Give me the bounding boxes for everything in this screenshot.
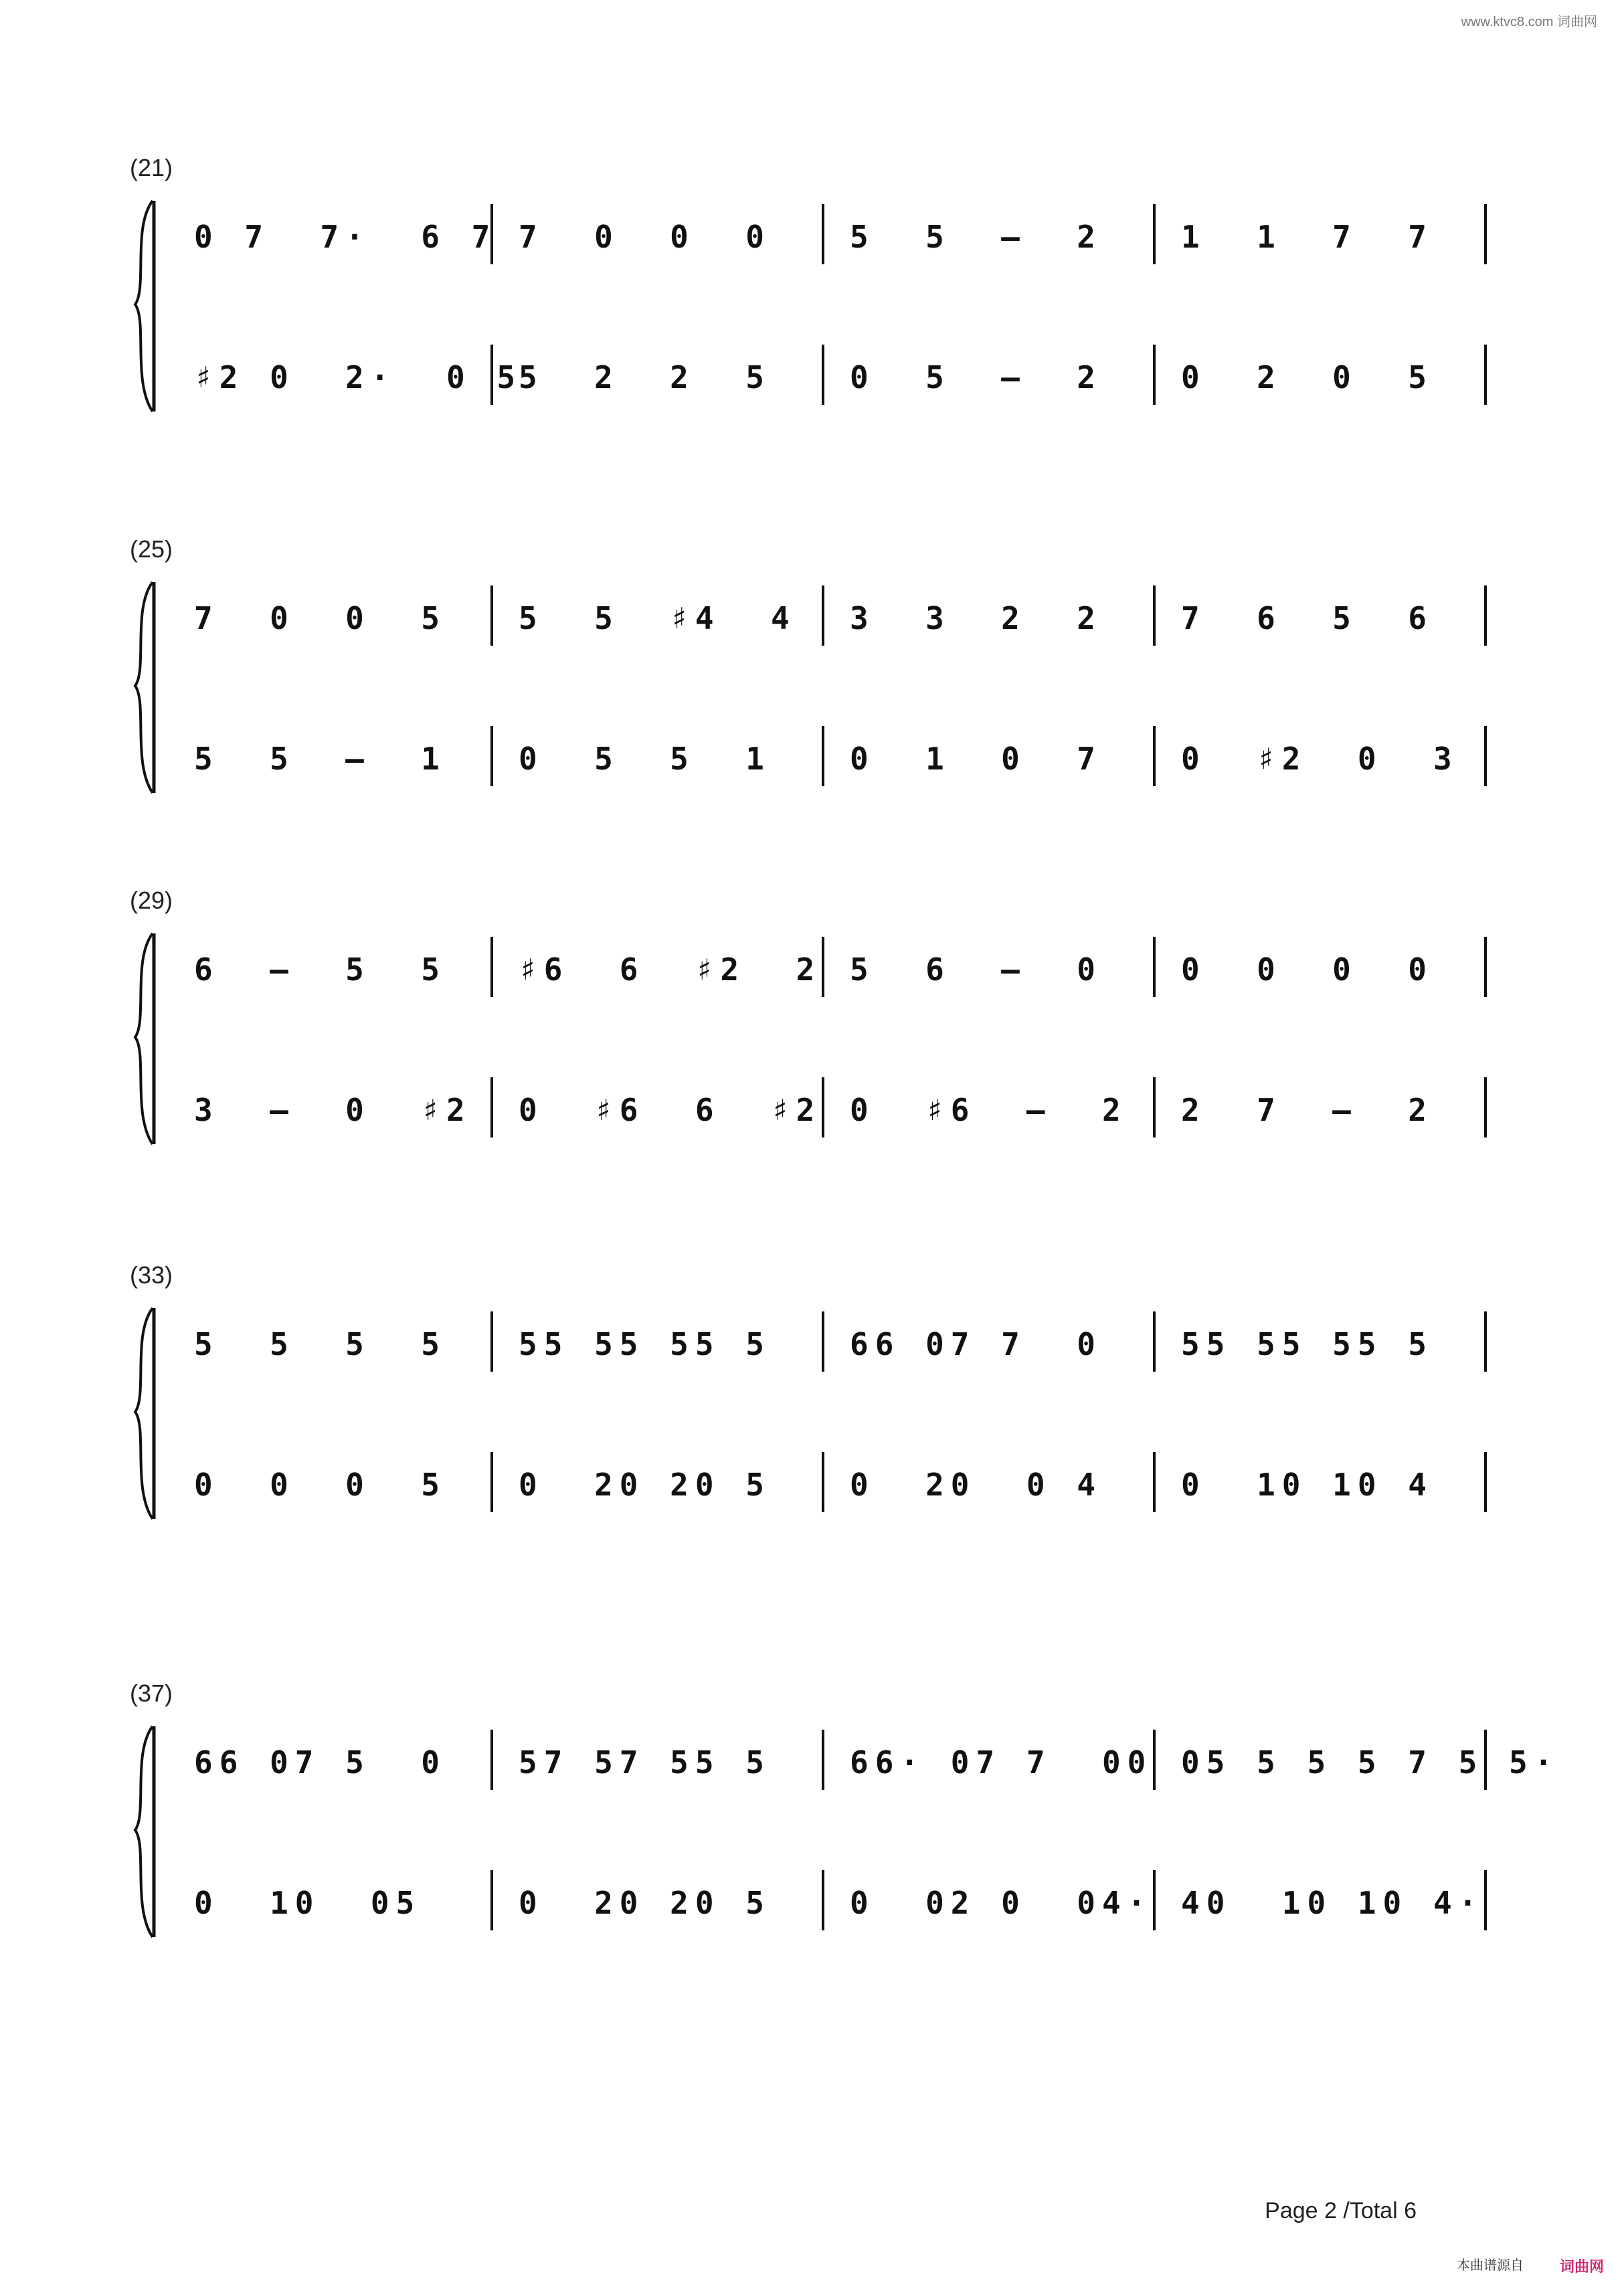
grand-staff-brace — [135, 1726, 153, 1937]
lower-staff-measure: 0 02 0 04· — [850, 1885, 1153, 1921]
upper-staff-measure: 66 07 7 0 — [850, 1326, 1102, 1362]
upper-staff-measure: 6 – 5 5 — [194, 951, 446, 988]
measure-number-label: (29) — [130, 887, 173, 914]
upper-staff-measure: 7 0 0 5 — [194, 600, 446, 636]
upper-staff-measure: 1 1 7 7 — [1181, 219, 1433, 255]
lower-staff-measure: 0 ♯2 0 3 — [1181, 741, 1459, 777]
lower-staff-measure: 0 ♯6 – 2 — [850, 1092, 1127, 1128]
upper-staff-measure: 5 5 5 5 — [194, 1326, 446, 1362]
lower-staff-measure: 0 20 20 5 — [519, 1467, 771, 1503]
score-system — [120, 887, 1499, 1148]
lower-staff-measure: 40 10 10 4· — [1181, 1885, 1484, 1921]
upper-staff-measure: 55 55 55 5 — [519, 1326, 771, 1362]
lower-staff-measure: 0 10 10 4 — [1181, 1467, 1433, 1503]
lower-staff-measure: 0 0 0 5 — [194, 1467, 446, 1503]
grand-staff-brace — [135, 1308, 153, 1519]
score-system — [120, 154, 1499, 415]
upper-staff-measure: 7 0 0 0 — [519, 219, 771, 255]
lower-staff-measure: 3 – 0 ♯2 — [194, 1092, 472, 1128]
lower-staff-measure: 0 ♯6 6 ♯2 — [519, 1092, 822, 1128]
upper-staff-measure: 3 3 2 2 — [850, 600, 1102, 636]
upper-staff-measure: 05 5 5 5 7 5 5· — [1181, 1744, 1560, 1780]
measure-number-label: (21) — [130, 154, 173, 181]
lower-staff-measure: 0 5 – 2 — [850, 359, 1102, 395]
lower-staff-measure: 0 10 05 — [194, 1885, 422, 1921]
upper-staff-measure: 0 7 7· 6 7 — [194, 219, 497, 255]
score-system — [120, 535, 1499, 796]
lower-staff-measure: 0 20 20 5 — [519, 1885, 771, 1921]
lower-staff-measure: 2 7 – 2 — [1181, 1092, 1433, 1128]
page-number: Page 2 /Total 6 — [1265, 2198, 1417, 2223]
lower-staff-measure: 5 5 – 1 — [194, 741, 446, 777]
left-watermark-strip — [0, 0, 13, 2283]
grand-staff-brace — [135, 201, 153, 412]
upper-staff-measure: 57 57 55 5 — [519, 1744, 771, 1780]
right-watermark-strip — [1611, 0, 1624, 2283]
footer-bar — [0, 2251, 1624, 2283]
measure-number-label: (33) — [130, 1261, 173, 1289]
upper-staff-measure: 66· 07 7 00 — [850, 1744, 1153, 1780]
upper-staff-measure: 55 55 55 5 — [1181, 1326, 1433, 1362]
lower-staff-measure: 0 2 0 5 — [1181, 359, 1433, 395]
measure-number-label: (37) — [130, 1679, 173, 1707]
site-logo: 词曲网 — [1559, 2258, 1604, 2275]
upper-staff-measure: 66 07 5 0 — [194, 1744, 446, 1780]
upper-staff-measure: 0 0 0 0 — [1181, 951, 1433, 988]
measure-number-label: (25) — [130, 535, 173, 563]
grand-staff-brace — [135, 933, 153, 1144]
site-url: www.ktvc8.com 词曲网 — [1461, 15, 1597, 29]
score-system — [120, 1679, 1560, 1940]
grand-staff-brace — [135, 582, 153, 793]
upper-staff-measure: 5 5 ♯4 4 — [519, 600, 796, 636]
lower-staff-measure: 5 2 2 5 — [519, 359, 771, 395]
upper-staff-measure: 7 6 5 6 — [1181, 600, 1433, 636]
lower-staff-measure: ♯2 0 2· 0 5 — [194, 359, 523, 395]
upper-staff-measure: 5 5 – 2 — [850, 219, 1102, 255]
lower-staff-measure: 0 5 5 1 — [519, 741, 771, 777]
lower-staff-measure: 0 20 0 4 — [850, 1467, 1102, 1503]
upper-staff-measure: ♯6 6 ♯2 2 — [519, 951, 822, 988]
lower-staff-measure: 0 1 0 7 — [850, 741, 1102, 777]
upper-staff-measure: 5 6 – 0 — [850, 951, 1102, 988]
score-system — [120, 1261, 1499, 1522]
source-label: 本曲谱源自 — [1457, 2258, 1524, 2273]
